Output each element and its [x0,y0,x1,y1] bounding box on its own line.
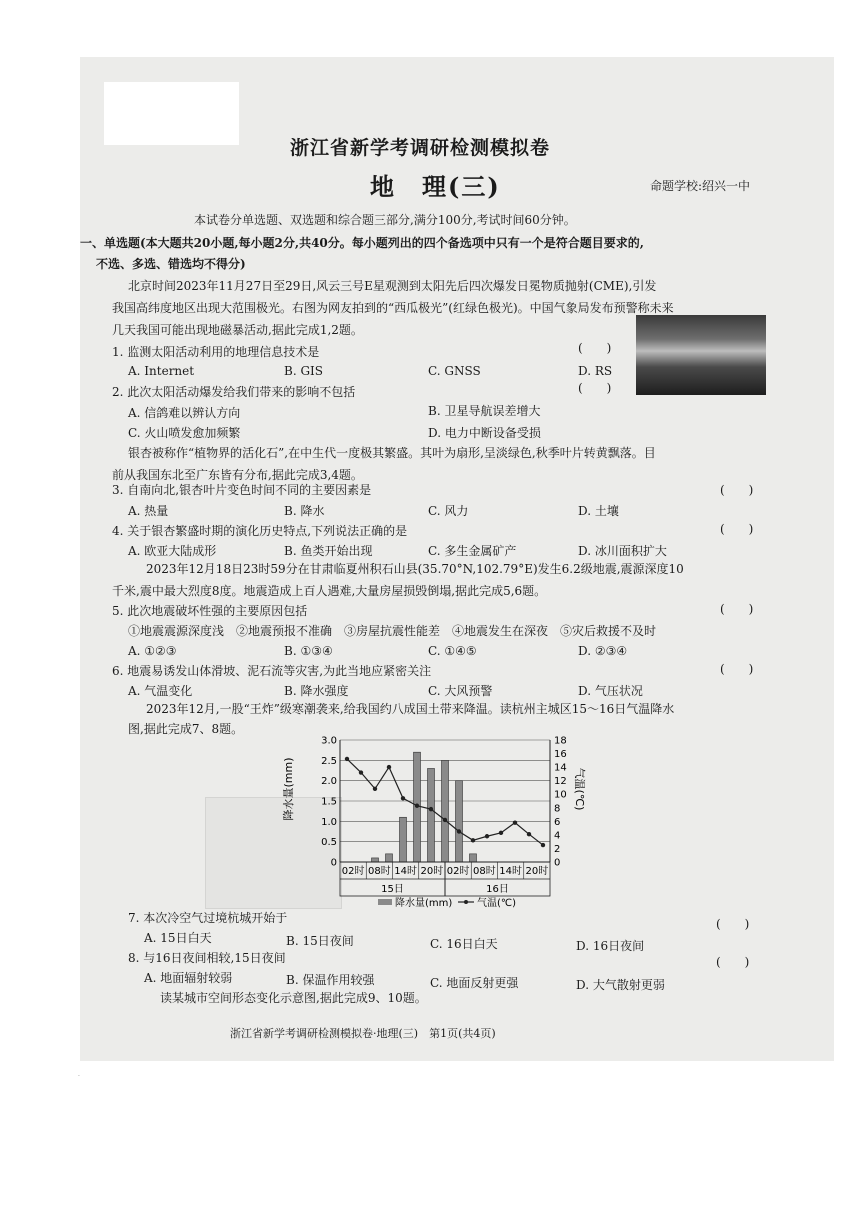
q4-option-a[interactable]: A. 欧亚大陆成形 [128,544,217,558]
left-tick-label: 0 [330,857,337,869]
passage4-line2: 图,据此完成7、8题。 [128,722,244,736]
legend-line-marker [464,900,468,904]
x-tick-label: 08时 [368,866,391,877]
left-tick-label: 1.5 [321,796,337,808]
q5-option-b[interactable]: B. ①③④ [284,644,333,658]
passage4-line1: 2023年12月,一股“王炸”级寒潮袭来,给我国约八成国土带来降温。读杭州主城区15～16日气温降水 [146,702,675,716]
right-tick-label: 2 [554,843,561,855]
exam-paper-photo [80,57,834,1061]
q5-option-c[interactable]: C. ①④⑤ [428,644,477,658]
temp-point [429,807,433,811]
passage2-line1: 银杏被称作“植物界的活化石”,在中生代一度极其繁盛。其叶为扇形,呈淡绿色,秋季叶片转黄飘落。目 [128,446,656,460]
right-tick-label: 4 [554,830,561,842]
q1-stem: 1. 监测太阳活动利用的地理信息技术是 [112,345,320,359]
temp-point [345,757,349,761]
q5-answer-paren: ( ) [720,602,754,616]
q2-option-c[interactable]: C. 火山喷发愈加频繁 [128,426,241,440]
q7-option-c[interactable]: C. 16日白天 [430,937,498,951]
temp-point [499,831,503,835]
legend-temp: 气温(℃) [477,898,517,909]
q8-option-d[interactable]: D. 大气散射更弱 [576,978,665,992]
temp-point [415,804,419,808]
right-axis-label: 气温(℃) [573,767,586,811]
precip-bar [400,817,407,862]
temp-point [457,829,461,833]
page-footer: 浙江省新学考调研检测模拟卷·地理(三) 第1页(共4页) [230,1027,496,1040]
school-label: 命题学校:绍兴一中 [650,179,751,193]
right-tick-label: 14 [554,762,567,774]
redaction-box [104,82,239,145]
q2-option-b[interactable]: B. 卫星导航误差增大 [428,404,541,418]
q1-answer-paren: ( ) [578,341,612,355]
passage3-line2: 千米,震中最大烈度8度。地震造成上百人遇难,大量房屋损毁倒塌,据此完成5,6题。 [112,584,547,598]
passage1-line2: 我国高纬度地区出现大范围极光。右图为网友拍到的“西瓜极光”(红绿色极光)。中国气象局发布预警称未来 [112,301,674,315]
q5-statements: ①地震震源深度浅 ②地震预报不准确 ③房屋抗震性能差 ④地震发生在深夜 ⑤灾后救援不及时 [128,624,657,638]
precip-bar [372,858,379,862]
x-tick-label: 08时 [473,866,496,877]
q6-option-a[interactable]: A. 气温变化 [128,684,193,698]
passage3-line1: 2023年12月18日23时59分在甘肃临夏州积石山县(35.70°N,102.79°E)发生6.2级地震,震源深度10 [146,562,684,576]
q3-answer-paren: ( ) [720,483,754,497]
q8-answer-paren: ( ) [716,955,750,969]
precip-bar [386,854,393,862]
page-dot: · [78,1073,80,1080]
x-tick-label: 02时 [341,866,365,877]
q3-option-d[interactable]: D. 土壤 [578,504,619,518]
q8-option-a[interactable]: A. 地面辐射较弱 [144,971,233,985]
x-tick-label: 20时 [420,866,444,877]
q1-option-c[interactable]: C. GNSS [428,364,481,378]
q5-option-d[interactable]: D. ②③④ [578,644,628,658]
q3-option-a[interactable]: A. 热量 [128,504,169,518]
q6-option-b[interactable]: B. 降水强度 [284,684,349,698]
day-label: 16日 [486,884,509,895]
q8-stem: 8. 与16日夜间相较,15日夜间 [128,951,286,965]
temp-point [373,787,377,791]
x-tick-label: 14时 [394,866,417,877]
temp-point [387,765,391,769]
subject-title: 地 理(三) [370,172,501,201]
aurora-photo [636,315,766,395]
q5-stem: 5. 此次地震破坏性强的主要原因包括 [112,604,308,618]
passage1-line3: 几天我国可能出现地磁暴活动,据此完成1,2题。 [112,323,363,337]
q1-option-a[interactable]: A. Internet [128,364,195,378]
q3-stem: 3. 自南向北,银杏叶片变色时间不同的主要因素是 [112,483,372,497]
temp-point [471,838,475,842]
q6-stem: 6. 地震易诱发山体滑坡、泥石流等灾害,为此当地应紧密关注 [112,664,432,678]
temp-point [485,834,489,838]
precip-bar [456,781,463,862]
exam-title: 浙江省新学考调研检测模拟卷 [290,137,551,159]
x-tick-label: 20时 [525,866,549,877]
q3-option-c[interactable]: C. 风力 [428,504,469,518]
section1-heading-line2: 不选、多选、错选均不得分) [96,257,246,271]
q8-option-b[interactable]: B. 保温作用较强 [286,973,375,987]
q6-option-d[interactable]: D. 气压状况 [578,684,643,698]
left-tick-label: 0.5 [321,837,337,849]
q4-stem: 4. 关于银杏繁盛时期的演化历史特点,下列说法正确的是 [112,524,408,538]
left-tick-label: 1.0 [321,816,337,828]
left-tick-label: 2.5 [321,755,337,767]
precip-bar [470,854,477,862]
precip-bar [442,760,449,862]
legend-precip: 降水量(mm) [395,898,453,909]
day-label: 15日 [381,884,404,895]
left-tick-label: 3.0 [321,735,337,747]
q7-option-d[interactable]: D. 16日夜间 [576,939,645,953]
passage1-line1: 北京时间2023年11月27日至29日,风云三号E星观测到太阳先后四次爆发日冕物质抛射(CME),引发 [128,279,657,293]
q7-option-a[interactable]: A. 15日白天 [144,931,212,945]
right-tick-label: 12 [554,776,567,788]
q2-option-d[interactable]: D. 电力中断设备受损 [428,426,541,440]
left-axis-label: 降水量(mm) [282,757,295,821]
x-tick-label: 02时 [446,866,470,877]
temp-point [513,820,517,824]
temp-point [443,818,447,822]
chart-legend [378,896,516,909]
q1-option-b[interactable]: B. GIS [284,364,323,378]
q6-answer-paren: ( ) [720,662,754,676]
temp-point [359,770,363,774]
precip-bar [428,768,435,862]
passage5: 读某城市空间形态变化示意图,据此完成9、10题。 [160,991,427,1005]
x-tick-label: 14时 [499,866,522,877]
right-tick-label: 10 [554,789,567,801]
right-tick-label: 0 [554,857,561,869]
passage2-line2: 前从我国东北至广东皆有分布,据此完成3,4题。 [112,468,363,482]
q6-option-c[interactable]: C. 大风预警 [428,684,493,698]
q2-answer-paren: ( ) [578,381,612,395]
right-tick-label: 18 [554,735,567,747]
right-tick-label: 8 [554,803,561,815]
temp-point [527,832,531,836]
legend-bar-swatch [378,899,392,905]
q3-option-b[interactable]: B. 降水 [284,504,325,518]
q5-option-a[interactable]: A. ①②③ [128,644,177,658]
q1-option-d[interactable]: D. RS [578,364,613,378]
q2-option-a[interactable]: A. 信鸽难以辨认方向 [128,406,241,420]
left-tick-label: 2.0 [321,776,337,788]
q7-option-b[interactable]: B. 15日夜间 [286,934,354,948]
q2-stem: 2. 此次太阳活动爆发给我们带来的影响不包括 [112,385,356,399]
q4-option-c[interactable]: C. 多生金属矿产 [428,544,517,558]
q4-option-b[interactable]: B. 鱼类开始出现 [284,544,373,558]
q4-option-d[interactable]: D. 冰川面积扩大 [578,544,667,558]
right-tick-label: 16 [554,749,567,761]
right-tick-label: 6 [554,816,561,828]
temp-point [401,796,405,800]
q4-answer-paren: ( ) [720,522,754,536]
q8-option-c[interactable]: C. 地面反射更强 [430,976,519,990]
q7-answer-paren: ( ) [716,917,750,931]
exam-intro: 本试卷分单选题、双选题和综合题三部分,满分100分,考试时间60分钟。 [194,213,576,227]
section1-heading-line1: 一、单选题(本大题共20小题,每小题2分,共40分。每小题列出的四个备选项中只有一个是符合题目要求的, [80,236,644,250]
temp-precip-chart [280,727,586,909]
temp-point [541,843,545,847]
q7-stem: 7. 本次冷空气过境杭城开始于 [128,911,288,925]
